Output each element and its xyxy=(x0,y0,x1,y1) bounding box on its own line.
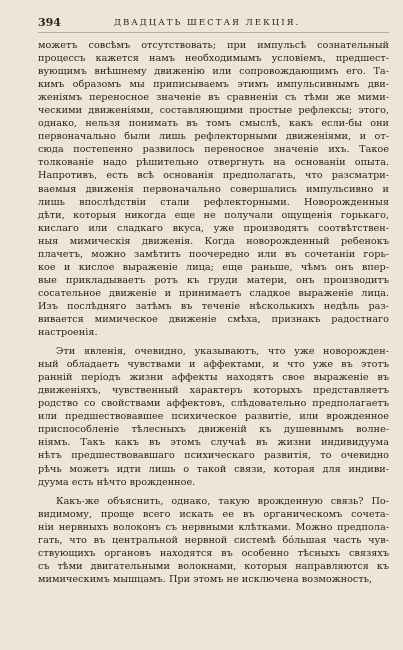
text-line: съ тѣми двигательными волокнами, которыя направляются къ xyxy=(38,560,389,572)
text-line: ніи нервныхъ волоконъ съ нервными клѣтками. Можно предпола- xyxy=(38,521,389,533)
text-line: кое и кислое выраженіе лица; еще раньше, чѣмъ онъ впер- xyxy=(38,261,389,273)
text-line: приспособленіе тѣлесныхъ движеній къ душевнымъ волне- xyxy=(38,424,389,436)
text-line: Изъ послѣдняго затѣмъ въ теченіе нѣсколькихъ недѣль раз- xyxy=(38,300,389,312)
body-text xyxy=(38,39,389,586)
text-line: дѣти, которыя никогда еще не получали ощущенія горькаго, xyxy=(38,209,389,221)
text-line: можетъ совсѣмъ отсутствовать; при импульсѣ сознательный xyxy=(38,40,389,51)
paragraph xyxy=(38,495,389,586)
text-line: толкованіе надо рѣшительно отвергнуть на основаніи опыта. xyxy=(38,157,389,169)
text-line: движеніяхъ, чувственный характеръ которыхъ представляетъ xyxy=(38,385,389,397)
text-line: нѣтъ предшествовавшаго психическаго развитія, то очевидно xyxy=(38,450,389,462)
text-line: процессъ кажется намъ необходимымъ условіемъ, предшест- xyxy=(38,53,389,65)
text-line: первоначально были лишь рефлекторными движеніями, и от- xyxy=(38,131,389,143)
paragraph xyxy=(38,345,389,489)
text-line: плачетъ, можно замѣтить поочередно или въ сочетаніи горь- xyxy=(38,248,389,260)
text-line: видимому, проще всего искать ее въ органическомъ сочета- xyxy=(38,508,389,520)
text-line: Напротивъ, есть всѣ основанія предполагать, что разсматри- xyxy=(38,170,389,182)
text-line: ныя мимическія движенія. Когда новорожденный ребенокъ xyxy=(38,235,389,247)
text-line: Эти явленія, очевидно, указываютъ, что уже новорожден- xyxy=(56,346,389,358)
text-line: дуума есть нѣчто врожденное. xyxy=(38,476,196,488)
text-line: однако, нельзя понимать въ томъ смыслѣ, какъ если-бы они xyxy=(38,118,389,130)
text-line: женіямъ переносное значеніе въ сравненіи съ тѣми же мими- xyxy=(38,92,389,104)
text-line: сосательное движеніе и принимаетъ сладкое выраженіе лица. xyxy=(38,287,389,299)
paragraph xyxy=(38,39,389,339)
running-head: ДВАДЦАТЬ ШЕСТАЯ ЛЕКЦІЯ. xyxy=(114,18,301,28)
text-line: лишь впослѣдствіи стали рефлекторными. Новорожденныя xyxy=(38,196,389,208)
page-number: 394 xyxy=(38,16,61,29)
text-line: кислаго или сладкаго вкуса, уже производятъ соотвѣтствен- xyxy=(38,222,389,234)
text-line: кимъ образомъ мы приписываемъ этимъ импульсивнымъ дви- xyxy=(38,79,389,91)
text-line: вующимъ внѣшнему движенію или сопровождающимъ его. Та- xyxy=(38,66,389,78)
text-line: ранній періодъ жизни аффекты находятъ свое выраженіе въ xyxy=(38,372,389,384)
text-line: ный обладаетъ чувствами и аффектами, и что уже въ этотъ xyxy=(38,359,389,371)
text-line: рѣчь можетъ идти лишь о такой связи, которая для индиви- xyxy=(38,463,389,475)
text-line: гать, что въ центральной нервной системѣ бо́льшая часть чув- xyxy=(38,534,389,546)
text-line: ніямъ. Такъ какъ въ этомъ случаѣ въ жизни индивидуума xyxy=(38,437,389,449)
text-line: вивается мимическое движеніе смѣха, признакъ радостнаго xyxy=(38,313,389,325)
text-line: ствующихъ органовъ находятся въ особенно тѣсныхъ связяхъ xyxy=(38,547,389,559)
text-line: сюда постепенно развилось переносное значеніе ихъ. Такое xyxy=(38,144,389,156)
page-header xyxy=(38,10,389,33)
text-line: ваемыя движенія первоначально совершались импульсивно и xyxy=(38,183,389,195)
text-line: или предшествовавшее психическое развитіе, или врожденное xyxy=(38,411,389,423)
text-line: ческими движеніями, составляющими простые рефлексы; этого, xyxy=(38,105,389,117)
text-line: родство со свойствами аффектовъ, слѣдовательно предполагаетъ xyxy=(38,398,389,410)
text-line: вые прикладываетъ ротъ къ груди матери, онъ производитъ xyxy=(38,274,389,286)
text-line: настроенія. xyxy=(38,327,98,339)
text-line: Какъ-же объяснить, однако, такую врожденную связь? По- xyxy=(56,495,389,507)
text-line: мимическимъ мышцамъ. При этомъ не исключена возможность, xyxy=(38,573,373,585)
